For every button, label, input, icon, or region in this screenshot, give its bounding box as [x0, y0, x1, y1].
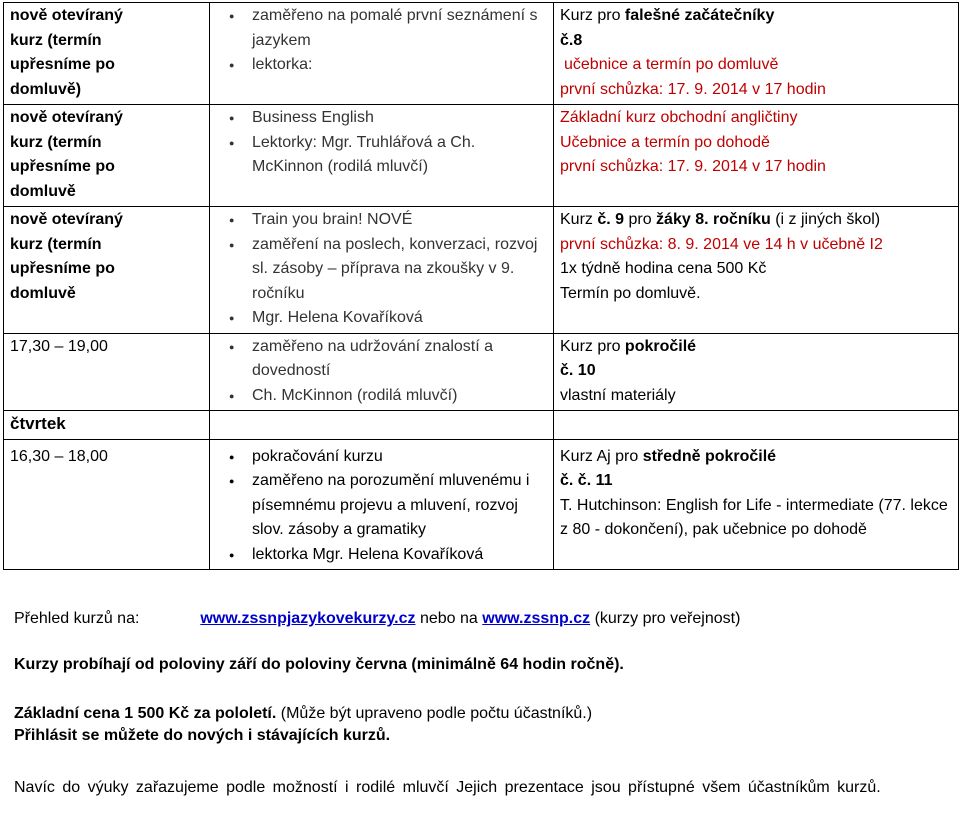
description-cell	[210, 333, 554, 411]
description-cell	[210, 3, 554, 105]
time-cell: nově otevíraný kurz (termín upřesníme po domluvě	[4, 105, 210, 207]
info-cell: Kurz pro falešné začátečníky č.8 učebnice a termín po domluvě první schůzka: 17. 9. 2014 v 17 hodin	[554, 3, 959, 105]
course-number: č.8	[560, 31, 583, 49]
list-item: ● lektorka Mgr. Helena Kovaříková	[252, 543, 547, 568]
info-cell: Kurz č. 9 pro žáky 8. ročníku (i z jiných škol) první schůzka: 8. 9. 2014 ve 14 h v učebně I2 1x týdně hodina cena 500 Kč Termín po domluvě.	[554, 207, 959, 334]
table-row	[4, 3, 959, 105]
list-item: ● Train you brain! NOVÉ	[252, 208, 547, 233]
signup-note: Přihlásit se můžete do nových i stávajících kurzů.	[14, 727, 391, 744]
info-cell: Základní kurz obchodní angličtiny Učebnice a termín po dohodě první schůzka: 17. 9. 2014 v 17 hodin	[554, 105, 959, 207]
info-cell: Kurz Aj pro středně pokročilé č. č. 11 T. Hutchinson: English for Life - intermediate (77. lekce z 80 - dokončení), pak učebnice po dohodě	[554, 439, 959, 570]
price-note: Základní cena 1 500 Kč za pololetí. (Může být upraveno podle počtu účastníků.)	[14, 705, 593, 722]
school-link[interactable]: www.zssnp.cz	[482, 610, 591, 627]
course-number: č. 10	[560, 362, 596, 379]
time-cell: nově otevíraný kurz (termín upřesníme po domluvě)	[4, 3, 210, 105]
list-item: ● Lektorky: Mgr. Truhlářová a Ch. McKinnon (rodilá mluvčí)	[252, 131, 547, 180]
description-cell	[210, 207, 554, 334]
day-heading: čtvrtek	[4, 411, 210, 440]
list-item: ● zaměřeno na udržování znalostí a dovedností	[252, 335, 547, 384]
table-row	[4, 207, 959, 334]
list-item: ● zaměřeno na pomalé první seznámení s jazykem	[252, 4, 547, 53]
course-schedule-table	[3, 2, 959, 570]
table-row	[4, 105, 959, 207]
list-item: ● Business English	[252, 106, 547, 131]
list-item: ● zaměření na poslech, konverzaci, rozvoj sl. zásoby – příprava na zkoušky v 9. ročníku	[252, 233, 547, 307]
time-cell: 17,30 – 19,00	[4, 333, 210, 411]
table-row	[4, 411, 959, 440]
table-row	[4, 439, 959, 570]
list-item: ● zaměřeno na porozumění mluvenému i písemnému projevu a mluvení, rozvoj slov. zásoby a gramatiky	[252, 469, 547, 543]
time-cell: 16,30 – 18,00	[4, 439, 210, 570]
overview-line: Přehled kurzů na: www.zssnpjazykovekurzy.cz nebo na www.zssnp.cz (kurzy pro veřejnost)	[14, 610, 741, 627]
time-cell: nově otevíraný kurz (termín upřesníme po domluvě	[4, 207, 210, 334]
info-cell: Kurz pro pokročilé č. 10 vlastní materiály	[554, 333, 959, 411]
list-item: ● Mgr. Helena Kovaříková	[252, 306, 547, 331]
courses-link[interactable]: www.zssnpjazykovekurzy.cz	[200, 610, 416, 627]
duration-note: Kurzy probíhají od poloviny září do poloviny června (minimálně 64 hodin ročně).	[14, 656, 624, 673]
description-cell	[210, 105, 554, 207]
course-number: č. č. 11	[560, 472, 613, 489]
list-item: ● Ch. McKinnon (rodilá mluvčí)	[252, 384, 547, 409]
list-item: ● lektorka:	[252, 53, 547, 78]
list-item: ● pokračování kurzu	[252, 445, 547, 470]
native-speaker-note: Navíc do výuky zařazujeme podle možností i rodilé mluvčí Jejich prezentace jsou přístupné všem účastníkům kurzů.	[14, 779, 881, 796]
table-row	[4, 333, 959, 411]
description-cell	[210, 439, 554, 570]
